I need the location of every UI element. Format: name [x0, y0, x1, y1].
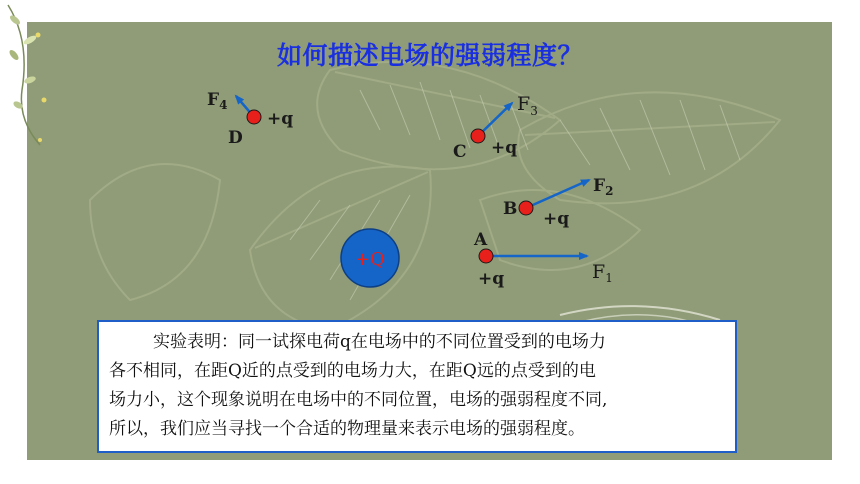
force-label-a: $F_1$: [592, 261, 613, 285]
force-arrow-b: [526, 180, 589, 208]
test-charge-b: [519, 201, 533, 215]
note-line-2: 各不相同，在距Q近的点受到的电场力大，在距Q远的点受到的电: [109, 361, 596, 381]
source-charge-label: +Q: [355, 249, 385, 270]
point-label-d: D: [228, 128, 243, 148]
point-label-b: B: [503, 199, 518, 219]
note-line-4: 所以，我们应当寻找一个合适的物理量来表示电场的强弱程度。: [109, 419, 585, 439]
experiment-note: [97, 320, 737, 453]
force-label-c: $F_3$: [517, 93, 538, 118]
charge-label-d: +q: [267, 109, 294, 129]
note-line-1: 实验表明：同一试探电荷q在电场中的不同位置受到的电场力: [153, 332, 606, 352]
force-label-d: $F_4$: [207, 90, 228, 112]
test-charge-a: [479, 249, 493, 263]
charge-label-b: +q: [543, 209, 570, 229]
point-label-c: C: [453, 142, 467, 162]
slide-title: 如何描述电场的强弱程度？: [276, 41, 583, 70]
test-charge-d: [247, 110, 261, 124]
charge-label-c: +q: [491, 138, 518, 158]
note-line-3: 场力小，这个现象说明在电场中的不同位置，电场的强弱程度不同,: [109, 390, 608, 410]
force-label-b: $F_2$: [593, 176, 614, 198]
test-charge-c: [471, 129, 485, 143]
point-label-a: A: [474, 230, 488, 250]
charge-label-a: +q: [478, 269, 505, 289]
